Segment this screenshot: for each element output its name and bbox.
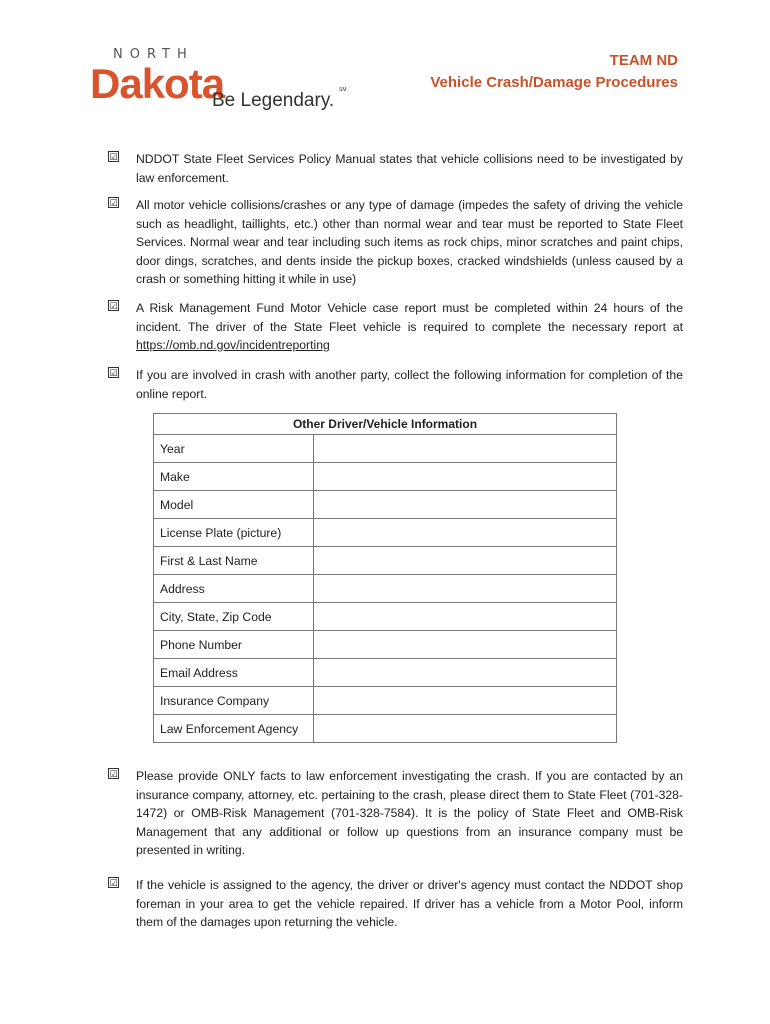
table-header-row: [154, 414, 617, 435]
table-label: Make: [154, 463, 314, 491]
table-row: [154, 547, 617, 575]
list-item: [108, 767, 683, 860]
table-row: [154, 463, 617, 491]
logo-servicemark: SM: [339, 87, 347, 93]
table-label: First & Last Name: [154, 547, 314, 575]
list-item: [108, 366, 683, 403]
item-text: [136, 299, 683, 355]
table-row: [154, 659, 617, 687]
list-item: [108, 299, 683, 355]
checkbox-icon: ☑: [109, 769, 118, 779]
list-item: [108, 196, 683, 289]
table-value-field[interactable]: [314, 575, 617, 603]
table-label: Year: [154, 435, 314, 463]
table-value-field[interactable]: [314, 715, 617, 743]
table-label: Address: [154, 575, 314, 603]
table-row: [154, 519, 617, 547]
item-text: If you are involved in crash with another party, collect the following information for completion of the online report.: [136, 368, 683, 401]
checkbox-icon: ☑: [109, 878, 118, 888]
table-row: [154, 715, 617, 743]
table-label: Model: [154, 491, 314, 519]
checkbox-icon: ☑: [109, 198, 118, 208]
table-label: Email Address: [154, 659, 314, 687]
table-heading: Other Driver/Vehicle Information: [154, 414, 617, 435]
document-header: [430, 50, 678, 94]
table-label: Law Enforcement Agency: [154, 715, 314, 743]
table-row: [154, 491, 617, 519]
other-driver-table: [153, 413, 617, 743]
table-row: [154, 687, 617, 715]
table-value-field[interactable]: [314, 687, 617, 715]
table-label: License Plate (picture): [154, 519, 314, 547]
table-row: [154, 603, 617, 631]
table-label: City, State, Zip Code: [154, 603, 314, 631]
table-value-field[interactable]: [314, 631, 617, 659]
checkbox-icon: ☑: [109, 301, 118, 311]
table-value-field[interactable]: [314, 435, 617, 463]
item-text: All motor vehicle collisions/crashes or any type of damage (impedes the safety of driving the vehicle such as headlight, taillights, etc.) other than normal wear and tear must be reported to State Fleet Services. Normal wear and tear including such items as rock chips, minor scratches and paint chips, door dings, scratches, and dents inside the pickup boxes, cracked windshields (unless caused by a crash or something hitting it while in use): [136, 198, 683, 287]
incident-reporting-link[interactable]: https://omb.nd.gov/incidentreporting: [136, 338, 330, 353]
team-label: TEAM ND: [609, 52, 678, 69]
table-row: [154, 631, 617, 659]
table-row: [154, 435, 617, 463]
item-text-body: A Risk Management Fund Motor Vehicle case report must be completed within 24 hours of the incident. The driver of the State Fleet vehicle is required to complete the necessary report at: [136, 301, 683, 334]
table-label: Phone Number: [154, 631, 314, 659]
logo-north-text: NORTH: [113, 47, 194, 62]
table-value-field[interactable]: [314, 519, 617, 547]
list-item: [108, 876, 683, 932]
page-title: Vehicle Crash/Damage Procedures: [430, 74, 678, 91]
table-value-field[interactable]: [314, 603, 617, 631]
north-dakota-logo: [90, 46, 390, 116]
table-value-field[interactable]: [314, 547, 617, 575]
table-value-field[interactable]: [314, 491, 617, 519]
logo-dakota-text: Dakota: [90, 60, 225, 107]
checkbox-icon: ☑: [109, 368, 118, 378]
item-text: NDDOT State Fleet Services Policy Manual states that vehicle collisions need to be investigated by law enforcement.: [136, 152, 683, 185]
checkbox-icon: ☑: [109, 152, 118, 162]
logo-tagline: Be Legendary.: [212, 90, 335, 111]
list-item: [108, 150, 683, 187]
item-text: Please provide ONLY facts to law enforcement investigating the crash. If you are contacted by an insurance company, attorney, etc. pertaining to the crash, please direct them to State Fleet (701-328-1472) or OMB-Risk Management (701-328-7584). It is the policy of State Fleet and OMB-Risk Management that any additional or follow up questions from an insurance company must be presented in writing.: [136, 769, 683, 858]
table-label: Insurance Company: [154, 687, 314, 715]
table-row: [154, 575, 617, 603]
table-value-field[interactable]: [314, 659, 617, 687]
table-value-field[interactable]: [314, 463, 617, 491]
item-text: If the vehicle is assigned to the agency, the driver or driver's agency must contact the NDDOT shop foreman in your area to get the vehicle repaired. If driver has a vehicle from a Motor Pool, inform them of the damages upon returning the vehicle.: [136, 878, 683, 930]
